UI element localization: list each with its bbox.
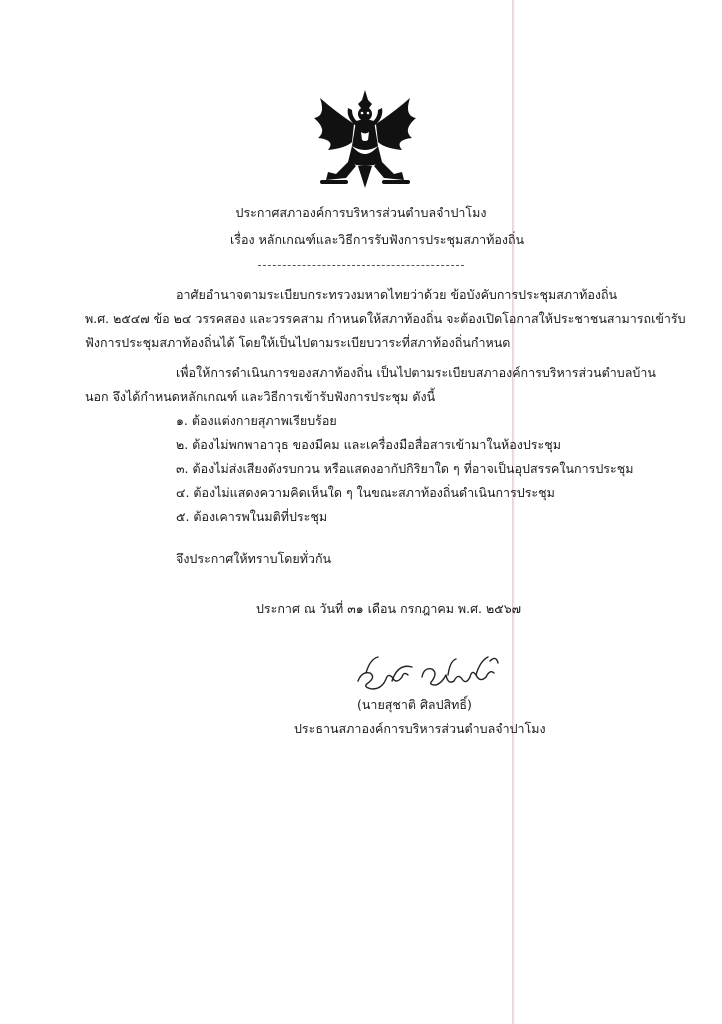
handwritten-signature (352, 651, 500, 695)
signer-name: (นายสุชาติ ศิลปสิทธิ์) (357, 697, 472, 712)
para1-line-3: ฟังการประชุมสภาท้องถิ่นได้ โดยให้เป็นไปตามระเบียบวาระที่สภาท้องถิ่นกำหนด (85, 335, 511, 350)
announcement-subject: เรื่อง หลักเกณฑ์และวิธีการรับฟังการประชุมสภาท้องถิ่น (230, 232, 525, 247)
paper-fold-line (512, 0, 515, 1024)
signer-position: ประธานสภาองค์การบริหารส่วนตำบลจำปาโมง (294, 721, 546, 736)
announcement-date: ประกาศ ณ วันที่ ๓๑ เดือน กรกฎาคม พ.ศ. ๒๕๖๗ (256, 601, 522, 616)
para1-line-2: พ.ศ. ๒๕๔๗ ข้อ ๒๔ วรรคสอง และวรรคสาม กำหนดให้สภาท้องถิ่น จะต้องเปิดโอกาสให้ประชาชนสามารถเข้ารับ (85, 311, 686, 326)
rule-item: ๒. ต้องไม่พกพาอาวุธ ของมีคม และเครื่องมือสื่อสารเข้ามาในห้องประชุม (176, 437, 561, 452)
rule-item: ๓. ต้องไม่ส่งเสียงดังรบกวน หรือแสดงอากัปกิริยาใด ๆ ที่อาจเป็นอุปสรรคในการประชุม (176, 461, 634, 476)
closing-statement: จึงประกาศให้ทราบโดยทั่วกัน (176, 551, 332, 566)
para2-line-1: เพื่อให้การดำเนินการของสภาท้องถิ่น เป็นไปตามระเบียบสภาองค์การบริหารส่วนตำบลบ้าน (176, 365, 656, 380)
announcement-title: ประกาศสภาองค์การบริหารส่วนตำบลจำปาโมง (235, 205, 487, 220)
para1-line-1: อาศัยอำนาจตามระเบียบกระทรวงมหาดไทยว่าด้วย ข้อบังคับการประชุมสภาท้องถิ่น (176, 287, 618, 302)
garuda-emblem-icon (306, 88, 424, 192)
title-divider (258, 265, 464, 266)
rule-item: ๑. ต้องแต่งกายสุภาพเรียบร้อย (176, 413, 337, 428)
para2-line-2: นอก จึงได้กำหนดหลักเกณฑ์ และวิธีการเข้ารับฟังการประชุม ดังนี้ (85, 389, 436, 404)
rule-item: ๔. ต้องไม่แสดงความคิดเห็นใด ๆ ในขณะสภาท้องถิ่นดำเนินการประชุม (176, 485, 555, 500)
rule-item: ๕. ต้องเคารพในมติที่ประชุม (176, 509, 328, 524)
